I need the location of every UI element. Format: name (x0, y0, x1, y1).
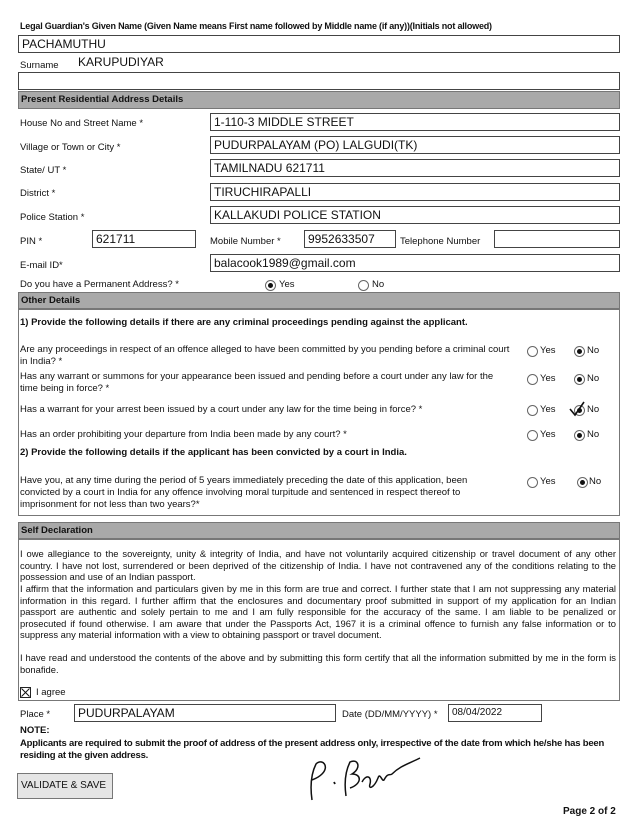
permanent-yes-radio[interactable] (265, 280, 276, 291)
question-4-no-radio[interactable] (574, 430, 585, 441)
pin-field[interactable]: 621711 (92, 230, 196, 248)
pin-label: PIN * (20, 236, 43, 247)
criminal-proceedings-heading: 1) Provide the following details if there are any criminal proceedings pending against the applicant. (20, 317, 468, 328)
state-field[interactable]: TAMILNADU 621711 (210, 159, 620, 177)
place-label: Place * (20, 709, 51, 720)
question-4-yes-radio[interactable] (527, 430, 538, 441)
question-5-no-radio[interactable] (577, 477, 588, 488)
question-2-text: Has any warrant or summons for your appearance been issued and pending before a court under any law for the time being in force? * (20, 371, 494, 394)
surname-field[interactable] (18, 72, 620, 90)
telephone-label: Telephone Number (400, 236, 481, 247)
question-5-yes-radio[interactable] (527, 477, 538, 488)
police-station-field[interactable]: KALLAKUDI POLICE STATION (210, 206, 620, 224)
declaration-paragraph-2: I affirm that the information and particulars given by me in this form are true and correct. I further state that I am not suppressing any material information in this regard. I further affirm that the enclosures and documentary proof submitted in support of my application for an Indian passport are authentic and solely pertain to me and I am fully responsible for the accuracy of the same. I am liable to be penalized or prosecuted if found otherwise. I am aware that under the Passports Act, 1967 it is a criminal offence to furnish any false information or to suppress any material information with a view to obtaining passport or travel document. (20, 583, 616, 641)
permanent-yes-label: Yes (279, 279, 295, 290)
page-number: Page 2 of 2 (563, 806, 616, 817)
question-4-yes-label: Yes (540, 429, 556, 440)
police-station-label: Police Station * (20, 212, 85, 223)
question-5-no-label: No (589, 476, 602, 487)
checkmark-icon (568, 400, 586, 418)
date-field[interactable]: 08/04/2022 (448, 704, 542, 722)
email-field[interactable]: balacook1989@gmail.com (210, 254, 620, 272)
address-section-header: Present Residential Address Details (18, 91, 620, 109)
district-label: District * (20, 188, 56, 199)
question-2-no-label: No (587, 373, 600, 384)
permanent-address-label: Do you have a Permanent Address? * (20, 279, 179, 290)
telephone-field[interactable] (494, 230, 620, 248)
question-2-yes-radio[interactable] (527, 374, 538, 385)
self-declaration-header: Self Declaration (18, 522, 620, 539)
district-field[interactable]: TIRUCHIRAPALLI (210, 183, 620, 201)
house-field[interactable]: 1-110-3 MIDDLE STREET (210, 113, 620, 131)
checkbox-cross-icon (21, 688, 30, 697)
email-label: E-mail ID* (20, 260, 63, 271)
surname-label: Surname (20, 60, 59, 71)
note-text: Applicants are required to submit the proof of address of the present address only, irrespective of the date from which he/she has been residing at the given address. (20, 738, 605, 761)
question-4-text: Has an order prohibiting your departure from India been made by any court? * (20, 429, 347, 440)
place-field[interactable]: PUDURPALAYAM (74, 704, 336, 722)
guardian-given-name-field[interactable]: PACHAMUTHU (18, 35, 620, 53)
agree-label: I agree (36, 687, 66, 698)
village-label: Village or Town or City * (20, 142, 121, 153)
house-label: House No and Street Name * (20, 118, 144, 129)
mobile-label: Mobile Number * (210, 236, 281, 247)
declaration-paragraph-1: I owe allegiance to the sovereignty, unity & integrity of India, and have not voluntarily acquired citizenship or travel document of any other country. I have not lost, surrendered or been deprived of the citizenship of India. I have not contravened any of the conditions relating to the possession and use of an Indian passport. (20, 548, 616, 583)
question-1-yes-radio[interactable] (527, 346, 538, 357)
conviction-heading: 2) Provide the following details if the applicant has been convicted by a court in India. (20, 447, 407, 458)
signature (300, 752, 430, 806)
question-1-yes-label: Yes (540, 345, 556, 356)
question-1-no-radio[interactable] (574, 346, 585, 357)
question-2-yes-label: Yes (540, 373, 556, 384)
state-label: State/ UT * (20, 165, 67, 176)
question-4-no-label: No (587, 429, 600, 440)
declaration-paragraph-3: I have read and understood the contents of the above and by submitting this form certify that all the information submitted by me in the form is bonafide. (20, 652, 616, 675)
permanent-no-label: No (372, 279, 385, 290)
mobile-field[interactable]: 9952633507 (304, 230, 396, 248)
question-3-no-label: No (587, 404, 600, 415)
note-title: NOTE: (20, 725, 50, 736)
question-5-text: Have you, at any time during the period of 5 years immediately preceding the date of this application, been convicted by a court in India for any offence involving moral turpitude and sentenced in respect thereof to imprisonment for not less than two years?* (20, 475, 468, 510)
validate-save-button[interactable]: VALIDATE & SAVE (17, 773, 113, 799)
agree-checkbox[interactable] (20, 687, 31, 698)
question-1-text: Are any proceedings in respect of an offence alleged to have been committed by you pending before a criminal court in India? * (20, 344, 510, 367)
surname-value: KARUPUDIYAR (78, 55, 164, 69)
question-3-yes-label: Yes (540, 404, 556, 415)
question-5-yes-label: Yes (540, 476, 556, 487)
date-label: Date (DD/MM/YYYY) * (342, 709, 438, 720)
other-details-header: Other Details (18, 292, 620, 309)
permanent-no-radio[interactable] (358, 280, 369, 291)
question-2-no-radio[interactable] (574, 374, 585, 385)
village-field[interactable]: PUDURPALAYAM (PO) LALGUDI(TK) (210, 136, 620, 154)
question-3-yes-radio[interactable] (527, 405, 538, 416)
question-1-no-label: No (587, 345, 600, 356)
guardian-given-name-label: Legal Guardian's Given Name (Given Name means First name followed by Middle name (if any))(Initials not allowed) (20, 21, 492, 31)
question-3-text: Has a warrant for your arrest been issued by a court under any law for the time being in force? * (20, 404, 423, 415)
